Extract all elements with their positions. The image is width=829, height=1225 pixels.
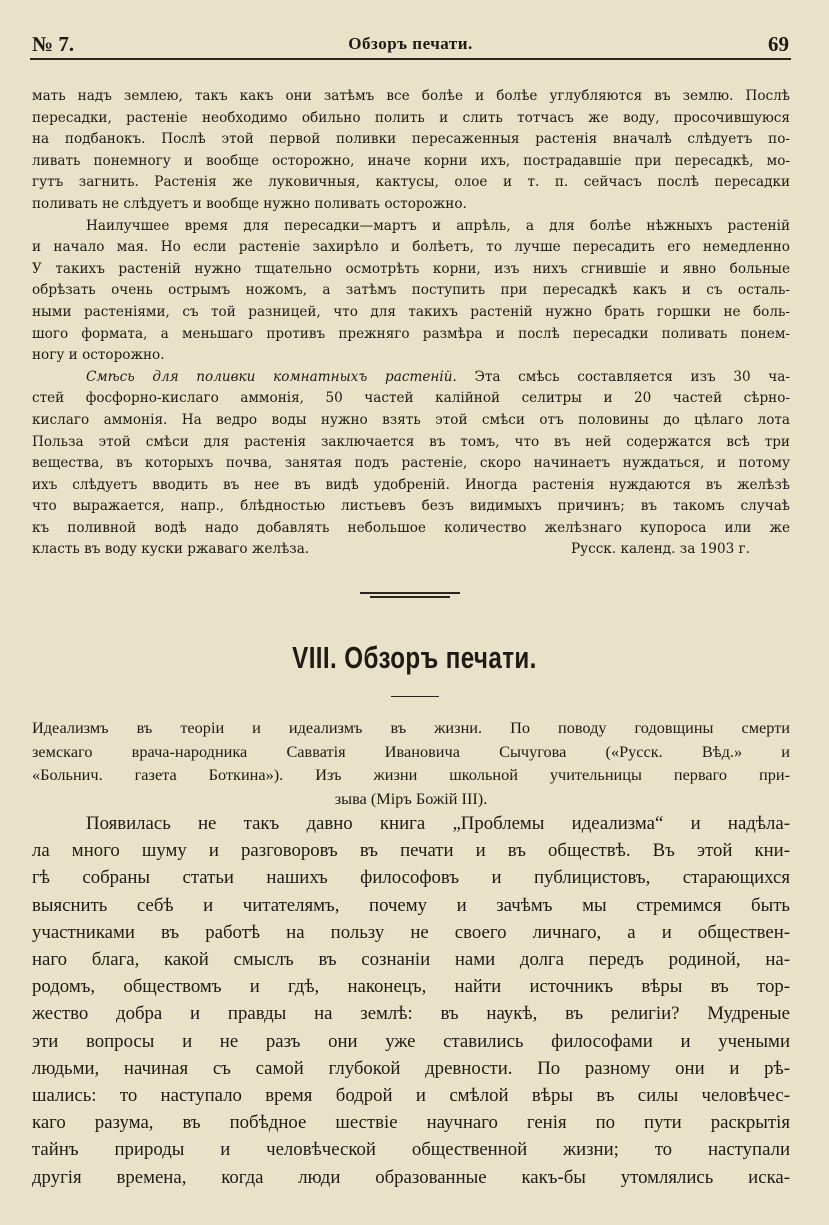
text-line: родомъ, обществомъ и гдѣ, наконецъ, найти источникъ вѣры въ тор-	[32, 976, 790, 998]
page-number: 69	[768, 32, 789, 56]
top-article-text	[32, 86, 790, 561]
text-line: гутъ загнить. Растенія же луковичныя, кактусы, олое и т. п. сейчасъ послѣ пересадки	[32, 174, 790, 191]
text-line: людьми, начиная съ самой глубокой древности. По разному они и рѣ-	[32, 1057, 790, 1079]
text-line: мать надъ землею, такъ какъ они затѣмъ все болѣе и болѣе углубляются въ землю. Послѣ	[32, 88, 790, 104]
text-line-with-source	[32, 539, 790, 561]
text-line: къ поливной водѣ надо добавлять небольшое количество желѣзнаго купороса или же	[32, 519, 790, 536]
mixture-line-rest: Эта смѣсь составляется изъ 30 ча-	[456, 368, 790, 385]
text-line: Польза этой смѣси для растенія заключается въ томъ, что въ ней содержатся всѣ три	[32, 433, 790, 450]
text-line: ногу и осторожно.	[32, 347, 165, 364]
text-line: Появилась не такъ давно книга „Проблемы идеализма“ и надѣла-	[86, 813, 790, 834]
text-line: стей фосфорно-кислаго аммонія, 50 частей калійной селитры и 20 частей сѣрно-	[32, 390, 790, 407]
issue-number: № 7.	[32, 32, 75, 56]
text-line: вещества, въ которыхъ почва, занятая подъ растеніе, скоро начинаетъ нуждаться, и потому	[32, 455, 790, 472]
text-line: шого формата, а меньшаго противъ прежняго размѣра и послѣ пересадки поливать понем-	[32, 325, 790, 342]
mixture-heading: Смѣсь для поливки комнатныхъ растеній.	[86, 368, 457, 385]
section-summary	[32, 716, 790, 810]
main-article-text	[32, 810, 790, 1191]
text-line: ла много шуму и разговоровъ въ печати и въ обществѣ. Въ этой кни-	[32, 840, 790, 862]
text-line: каго разума, въ побѣдное шествіе научнаго генія по пути раскрытія	[32, 1112, 790, 1134]
text-line: тайнъ природы и человѣческой общественной жизни; то наступали	[32, 1139, 790, 1161]
text-line: кислаго аммонія. На ведро воды нужно взять этой смѣси отъ половины до цѣлаго лота	[32, 411, 790, 428]
text-line: наго блага, какой смыслъ въ сознаніи нами долга передъ родиной, на-	[32, 949, 790, 971]
summary-line: «Больнич. газета Боткина»). Изъ жизни школьной учительницы перваго при-	[32, 765, 790, 784]
text-line: класть въ воду куски ржаваго желѣза.	[32, 541, 310, 558]
running-title: Обзоръ печати.	[348, 34, 473, 53]
text-line: обрѣзать очень острымъ ножомъ, а затѣмъ поступить при пересадкѣ какъ и съ осталь-	[32, 282, 790, 299]
ornamental-divider	[360, 592, 460, 600]
summary-line: земскаго врача-народника Савватія Ивановича Сычугова («Русск. Вѣд.» и	[32, 741, 790, 761]
paragraph-transplant-watering	[32, 86, 790, 216]
text-line: шались: то наступало время бодрой и смѣлой вѣры въ силы человѣчес-	[32, 1085, 790, 1107]
text-line	[32, 367, 790, 389]
paragraph-transplant-time	[32, 216, 790, 367]
text-line: ливать понемногу и вообще осторожно, иначе корни ихъ, пострадавшіе при пересадкѣ, мо-	[32, 152, 790, 169]
text-line: ихъ слѣдуетъ вводить въ нее въ видѣ удобреній. Иногда растенія нуждаются въ желѣзѣ	[32, 476, 790, 493]
text-line: выяснить себѣ и читателямъ, почему и зачѣмъ мы стремимся быть	[32, 894, 790, 916]
text-line: Наилучшее время для пересадки—мартъ и апрѣль, а для болѣе нѣжныхъ растеній	[86, 217, 790, 234]
text-line: эти вопросы и не разъ они уже ставились философами и учеными	[32, 1030, 790, 1052]
text-line: участниками въ работѣ на пользу не своего личнаго, а и обществен-	[32, 921, 790, 943]
text-line: что выражается, напр., блѣдностью листьевъ безъ видимыхъ причинъ; въ такомъ случаѣ	[32, 498, 790, 515]
text-line: и начало мая. Но если растеніе захирѣло и болѣетъ, то лучше пересадить его немедленно	[32, 239, 790, 256]
text-line: гѣ собраны статьи нашихъ философовъ и публицистовъ, старающихся	[32, 867, 790, 889]
text-line: другія времена, когда люди образованные какъ-бы утомлялись иска-	[32, 1166, 790, 1188]
title-underline	[391, 696, 439, 697]
text-line: пересадки, растеніе необходимо обильно полить и слить тотчасъ же воду, просочившуюся	[32, 109, 790, 126]
paragraph-watering-mixture	[32, 367, 790, 561]
section-title: VIII. Обзоръ печати.	[292, 640, 537, 675]
summary-line: Идеализмъ въ теоріи и идеализмъ въ жизни. По поводу годовщины смерти	[32, 718, 790, 737]
text-line: на подбанокъ. Послѣ этой первой поливки пересаженныя растенія вначалѣ слѣдуетъ по-	[32, 131, 790, 148]
text-line: жество добра и правды на землѣ: въ наукѣ, въ религіи? Мудреные	[32, 1003, 790, 1025]
text-line: У такихъ растеній нужно тщательно осмотрѣть корни, изъ нихъ сгнившіе и явно больные	[32, 260, 790, 277]
source-citation: Русск. календ. за 1903 г.	[570, 541, 750, 558]
text-line: ными растеніями, съ той разницей, что для такихъ растеній нужно брать горшки не боль-	[32, 303, 790, 320]
summary-line: зыва (Міръ Божій III).	[334, 788, 488, 808]
page-header	[30, 30, 791, 60]
text-line: поливать не слѣдуетъ и вообще нужно поливать осторожно.	[32, 195, 467, 212]
